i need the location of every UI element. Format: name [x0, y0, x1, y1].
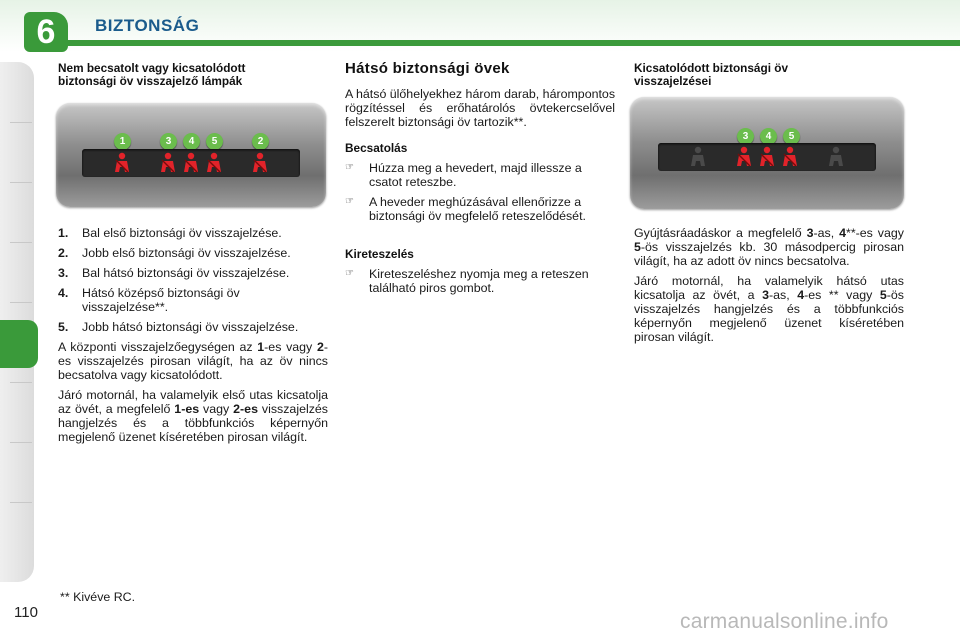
bullet-item: ☞ A heveder meghúzásával ellenőrizze a biztonsági öv megfelelő reteszelődését. — [345, 195, 586, 223]
active-chapter-tab[interactable] — [0, 320, 38, 368]
list-number: 3. — [58, 266, 69, 280]
right-column-body — [634, 226, 904, 350]
tab-divider — [10, 302, 32, 303]
list-number: 4. — [58, 286, 69, 300]
central-unit-paragraph: A központi visszajelzőegységen az 1-es vagy 2-es visszajelzés pirosan világít, ha az öv nincs becsatolva vagy kicsatolódott. — [58, 340, 328, 382]
section-title: Hátsó biztonsági övek — [345, 60, 510, 77]
list-item — [58, 266, 328, 280]
rear-seatbelt-display-panel — [630, 97, 904, 209]
header-rule — [40, 40, 960, 46]
ignition-paragraph: Gyújtásráadáskor a megfelelő 3-as, 4**-es vagy 5-ös visszajelzés kb. 30 másodpercig pirosan világít, ha az adott öv nincs becsatolva. — [634, 226, 904, 268]
list-number: 1. — [58, 226, 69, 240]
seatbelt-warning-icon — [781, 146, 799, 168]
seatbelt-warning-icon-off — [689, 146, 707, 168]
pointing-hand-icon: ☞ — [345, 162, 354, 173]
right-heading-line-2: visszajelzései — [634, 74, 712, 88]
tab-divider — [10, 382, 32, 383]
seatbelt-warning-icon — [735, 146, 753, 168]
subheading-unbuckling: Kireteszelés — [345, 247, 414, 261]
indicator-badge-4: 4 — [760, 128, 777, 145]
indicator-badge-3: 3 — [737, 128, 754, 145]
tab-divider — [10, 122, 32, 123]
list-item — [58, 226, 328, 240]
seatbelt-warning-icon — [159, 152, 177, 174]
right-column — [634, 62, 904, 88]
footnote: ** Kivéve RC. — [60, 590, 136, 604]
seatbelt-warning-icon — [758, 146, 776, 168]
rear-passenger-paragraph: Járó motornál, ha valamelyik hátsó utas kicsatolja az övét, a 3-as, 4-es ** vagy 5-ös visszajelzés hangjelzés és a többfunkciós képernyőn megjelenő üzenet kíséretében pirosan világít. — [634, 274, 904, 344]
left-column — [58, 62, 328, 88]
pointing-hand-icon: ☞ — [345, 196, 354, 207]
tab-divider — [10, 242, 32, 243]
indicator-badge-1: 1 — [114, 133, 131, 150]
warning-light-strip — [658, 143, 876, 171]
tab-divider — [10, 182, 32, 183]
left-column-body — [58, 226, 328, 450]
rear-belts-intro: A hátsó ülőhelyekhez három darab, hárompontos rögzítéssel és erőhatárolós övtekercselővel felszerelt biztonsági öv tartozik**. — [345, 87, 616, 129]
list-number: 2. — [58, 246, 69, 260]
indicator-badge-2: 2 — [252, 133, 269, 150]
tab-divider — [10, 502, 32, 503]
front-passenger-paragraph: Járó motornál, ha valamelyik első utas kicsatolja az övét, a megfelelő 1-es vagy 2-es visszajelzés hangjelzés és a többfunkciós képernyőn megjelenő üzenet kíséretében pirosan világít. — [58, 388, 329, 444]
seatbelt-warning-icon — [113, 152, 131, 174]
indicator-badge-4: 4 — [183, 133, 200, 150]
list-item — [58, 320, 328, 334]
indicator-badge-5: 5 — [206, 133, 223, 150]
pointing-hand-icon: ☞ — [345, 268, 354, 279]
seatbelt-warning-icon — [182, 152, 200, 174]
indicator-badge-3: 3 — [160, 133, 177, 150]
tab-divider — [10, 442, 32, 443]
list-text: Jobb hátsó biztonsági öv visszajelzése. — [82, 320, 299, 334]
right-heading-line-1: Kicsatolódott biztonsági öv — [634, 61, 789, 75]
bullet-item: ☞ Kireteszeléshez nyomja meg a reteszen található piros gombot. — [345, 267, 589, 295]
list-text: Jobb első biztonsági öv visszajelzése. — [82, 246, 291, 260]
front-seatbelt-display-panel — [56, 103, 326, 207]
chapter-number: 6 — [24, 12, 68, 52]
list-text: Hátsó középső biztonsági öv visszajelzése**. — [82, 286, 240, 314]
page-number: 110 — [14, 604, 38, 621]
subheading-buckling: Becsatolás — [345, 141, 408, 155]
warning-light-strip — [82, 149, 300, 177]
bullet-item: ☞ Húzza meg a hevedert, majd illessze a csatot reteszbe. — [345, 161, 582, 189]
seatbelt-warning-icon — [251, 152, 269, 174]
chapter-title: BIZTONSÁG — [95, 16, 200, 35]
left-heading-line-2: biztonsági öv visszajelző lámpák — [58, 74, 243, 88]
list-item — [58, 286, 328, 314]
middle-column — [345, 62, 615, 301]
list-item — [58, 246, 328, 260]
left-heading-line-1: Nem becsatolt vagy kicsatolódott — [58, 61, 246, 75]
seatbelt-warning-icon — [205, 152, 223, 174]
list-text: Bal hátsó biztonsági öv visszajelzése. — [82, 266, 290, 280]
list-text: Bal első biztonsági öv visszajelzése. — [82, 226, 282, 240]
indicator-badge-5: 5 — [783, 128, 800, 145]
list-number: 5. — [58, 320, 69, 334]
seatbelt-warning-icon-off — [827, 146, 845, 168]
watermark: carmanualsonline.info — [680, 610, 889, 633]
